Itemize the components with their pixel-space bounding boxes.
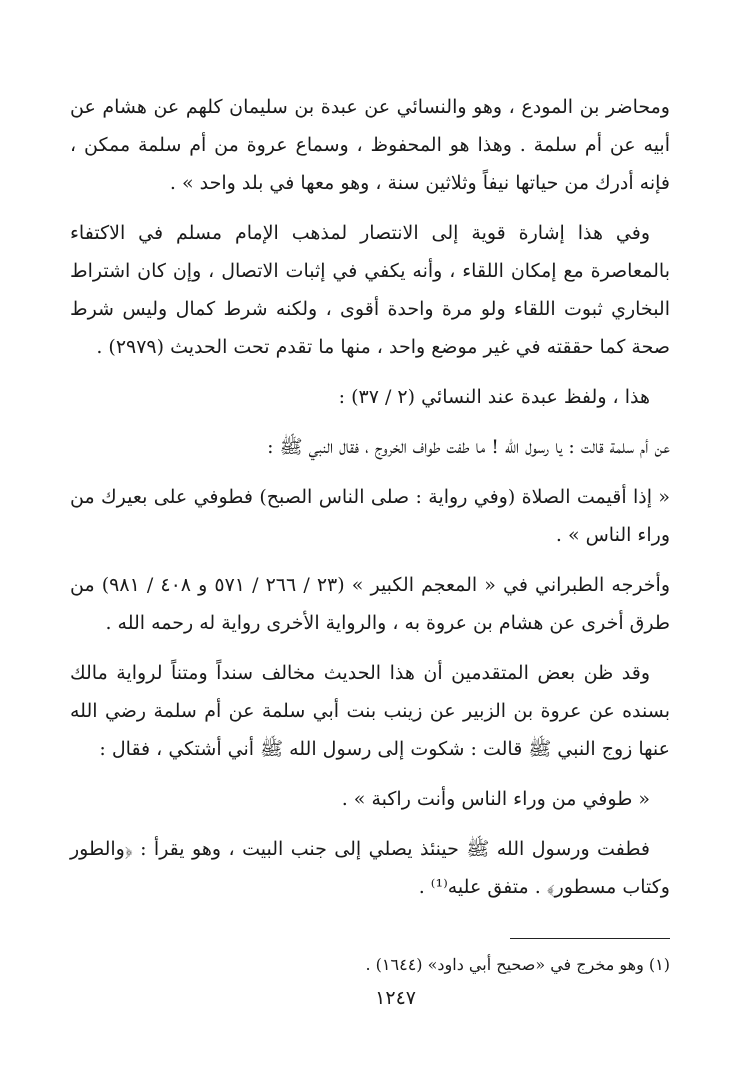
paragraph-2: وفي هذا إشارة قوية إلى الانتصار لمذهب الإمام مسلم في الاكتفاء بالمعاصرة مع إمكان اللقاء ، وأنه يكفي في إثبات الاتصال ، وإن كان اشتراط البخاري ثبوت اللقاء ولو مرة واحدة أقوى ، ولكنه شرط كمال وليس شرط صحة كما حققته في غير موضع واحد ، منها ما تقدم تحت الحديث (٢٩٧٩) . xyxy=(70,222,670,358)
paragraph-3: هذا ، ولفظ عبدة عند النسائي (٢ / ٣٧) : xyxy=(338,386,650,408)
paragraph-6: وأخرجه الطبراني في « المعجم الكبير » (٢٣ / ٢٦٦ / ٥٧١ و ٤٠٨ / ٩٨١) من طرق أخرى عن هشام بن عروة به ، والرواية الأخرى رواية له رحمه الله . xyxy=(70,574,671,634)
paragraph-8: « طوفي من وراء الناس وأنت راكبة » . xyxy=(341,788,650,810)
page-number: ١٢٤٧ xyxy=(375,987,416,1009)
footnote: (١) وهو مخرج في «صحيح أبي داود» (١٦٤٤) . xyxy=(365,955,670,974)
paragraph-5: « إذا أقيمت الصلاة (وفي رواية : صلى الناس الصبح) فطوفي على بعيرك من وراء الناس » . xyxy=(70,486,670,546)
paragraph-4: عن أم سلمة قالت : يا رسول الله ! ما طفت طواف الخروج ، فقال النبي ﷺ : xyxy=(267,436,670,458)
paragraph-1: ومحاضر بن المودع ، وهو والنسائي عن عبدة بن سليمان كلهم عن هشام عن أبيه عن أم سلمة . وهذا هو المحفوظ ، وسماع عروة من أم سلمة ممكن ، فإنه أدرك من حياتها نيفاً وثلاثين سنة ، وهو معها في بلد واحد » . xyxy=(70,96,670,194)
footnote-divider xyxy=(510,938,670,939)
paragraph-9: فطفت ورسول الله ﷺ حينئذ يصلي إلى جنب البيت ، وهو يقرأ : ﴿والطور وكتاب مسطور﴾ . متفق عليه⁽¹⁾ . xyxy=(70,838,670,898)
paragraph-7: وقد ظن بعض المتقدمين أن هذا الحديث مخالف سنداً ومتناً لرواية مالك بسنده عن عروة بن الزبير عن زينب بنت أبي سلمة عن أم سلمة رضي الله عنها زوج النبي ﷺ قالت : شكوت إلى رسول الله ﷺ أني أشتكي ، فقال : xyxy=(70,662,670,760)
main-text-body xyxy=(70,88,670,918)
